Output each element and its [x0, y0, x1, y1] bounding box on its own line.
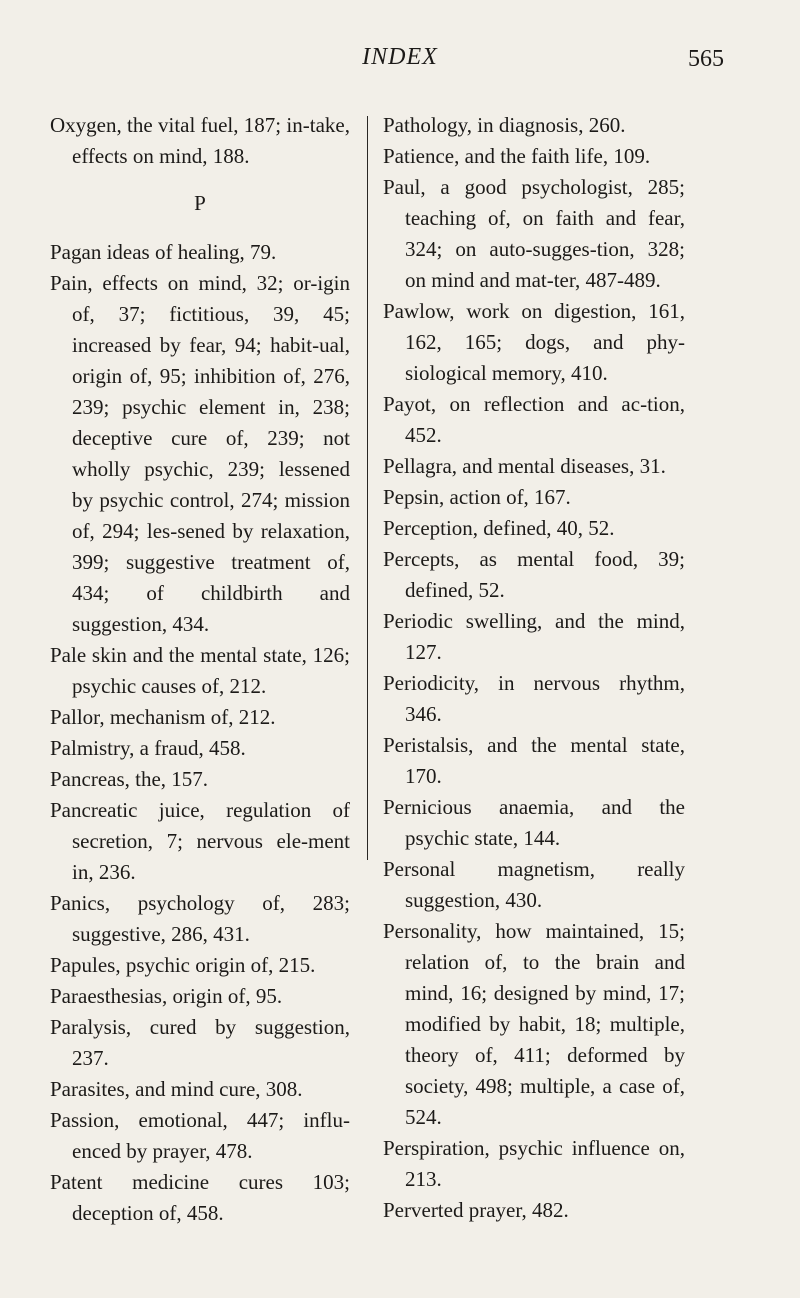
index-entry: Personal magnetism, really suggestion, 430.: [383, 857, 685, 912]
index-entry: Pepsin, action of, 167.: [383, 485, 571, 509]
right-column: [383, 110, 685, 1226]
index-entry: Perspiration, psychic influence on, 213.: [383, 1136, 685, 1191]
index-entry: Passion, emotional, 447; influ-enced by prayer, 478.: [50, 1108, 350, 1163]
index-entry: Periodic swelling, and the mind, 127.: [383, 609, 685, 664]
index-entry: Paraesthesias, origin of, 95.: [50, 984, 283, 1008]
index-entry: Perverted prayer, 482.: [383, 1198, 569, 1222]
index-entry: Perception, defined, 40, 52.: [383, 516, 615, 540]
index-entry: Pancreatic juice, regulation of secretion, 7; nervous ele-ment in, 236.: [50, 798, 350, 884]
index-entry: Patent medicine cures 103; deception of, 458.: [50, 1170, 350, 1225]
index-entry: Payot, on reflection and ac-tion, 452.: [383, 392, 685, 447]
index-entry: Pancreas, the, 157.: [50, 767, 209, 791]
index-entry: Paralysis, cured by suggestion, 237.: [50, 1015, 350, 1070]
section-letter: P: [194, 191, 206, 215]
index-entry: Parasites, and mind cure, 308.: [50, 1077, 303, 1101]
index-entry: Pathology, in diagnosis, 260.: [383, 113, 626, 137]
index-entry: Panics, psychology of, 283; suggestive, 286, 431.: [50, 891, 350, 946]
index-entry: Pagan ideas of healing, 79.: [50, 240, 277, 264]
index-entry: Peristalsis, and the mental state, 170.: [383, 733, 685, 788]
index-entry: Pain, effects on mind, 32; or-igin of, 37; fictitious, 39, 45; increased by fear, 94; habit-ual, origin of, 95; inhibition of, 276, 239; psychic element in, 238; deceptive cure of, 239; not wholly psychic, 239; lessened by psychic control, 274; mission of, 294; les-sened by relaxation, 399; suggestive treatment of, 434; of childbirth and suggestion, 434.: [50, 271, 350, 636]
index-entry: Personality, how maintained, 15; relation of, to the brain and mind, 16; designed by mind, 17; modified by habit, 18; multiple, theory of, 411; deformed by society, 498; multiple, a case of, 524.: [383, 919, 685, 1129]
index-entry: Pawlow, work on digestion, 161, 162, 165; dogs, and phy-siological memory, 410.: [383, 299, 685, 385]
index-entry: Paul, a good psychologist, 285; teaching of, on faith and fear, 324; on auto-sugges-tion, 328; on mind and mat-ter, 487-489.: [383, 175, 685, 292]
index-entry: Periodicity, in nervous rhythm, 346.: [383, 671, 685, 726]
index-entry: Oxygen, the vital fuel, 187; in-take, effects on mind, 188.: [50, 113, 350, 168]
index-entry: Palmistry, a fraud, 458.: [50, 736, 246, 760]
column-divider: [367, 116, 368, 860]
page-number: 565: [688, 46, 724, 72]
index-entry: Pernicious anaemia, and the psychic state, 144.: [383, 795, 685, 850]
left-column: [50, 110, 350, 1229]
index-entry: Patience, and the faith life, 109.: [383, 144, 651, 168]
index-entry: Papules, psychic origin of, 215.: [50, 953, 316, 977]
index-entry: Percepts, as mental food, 39; defined, 52.: [383, 547, 685, 602]
index-entry: Pellagra, and mental diseases, 31.: [383, 454, 666, 478]
index-entry: Pale skin and the mental state, 126; psychic causes of, 212.: [50, 643, 350, 698]
page-header-title: INDEX: [362, 44, 438, 70]
index-entry: Pallor, mechanism of, 212.: [50, 705, 276, 729]
